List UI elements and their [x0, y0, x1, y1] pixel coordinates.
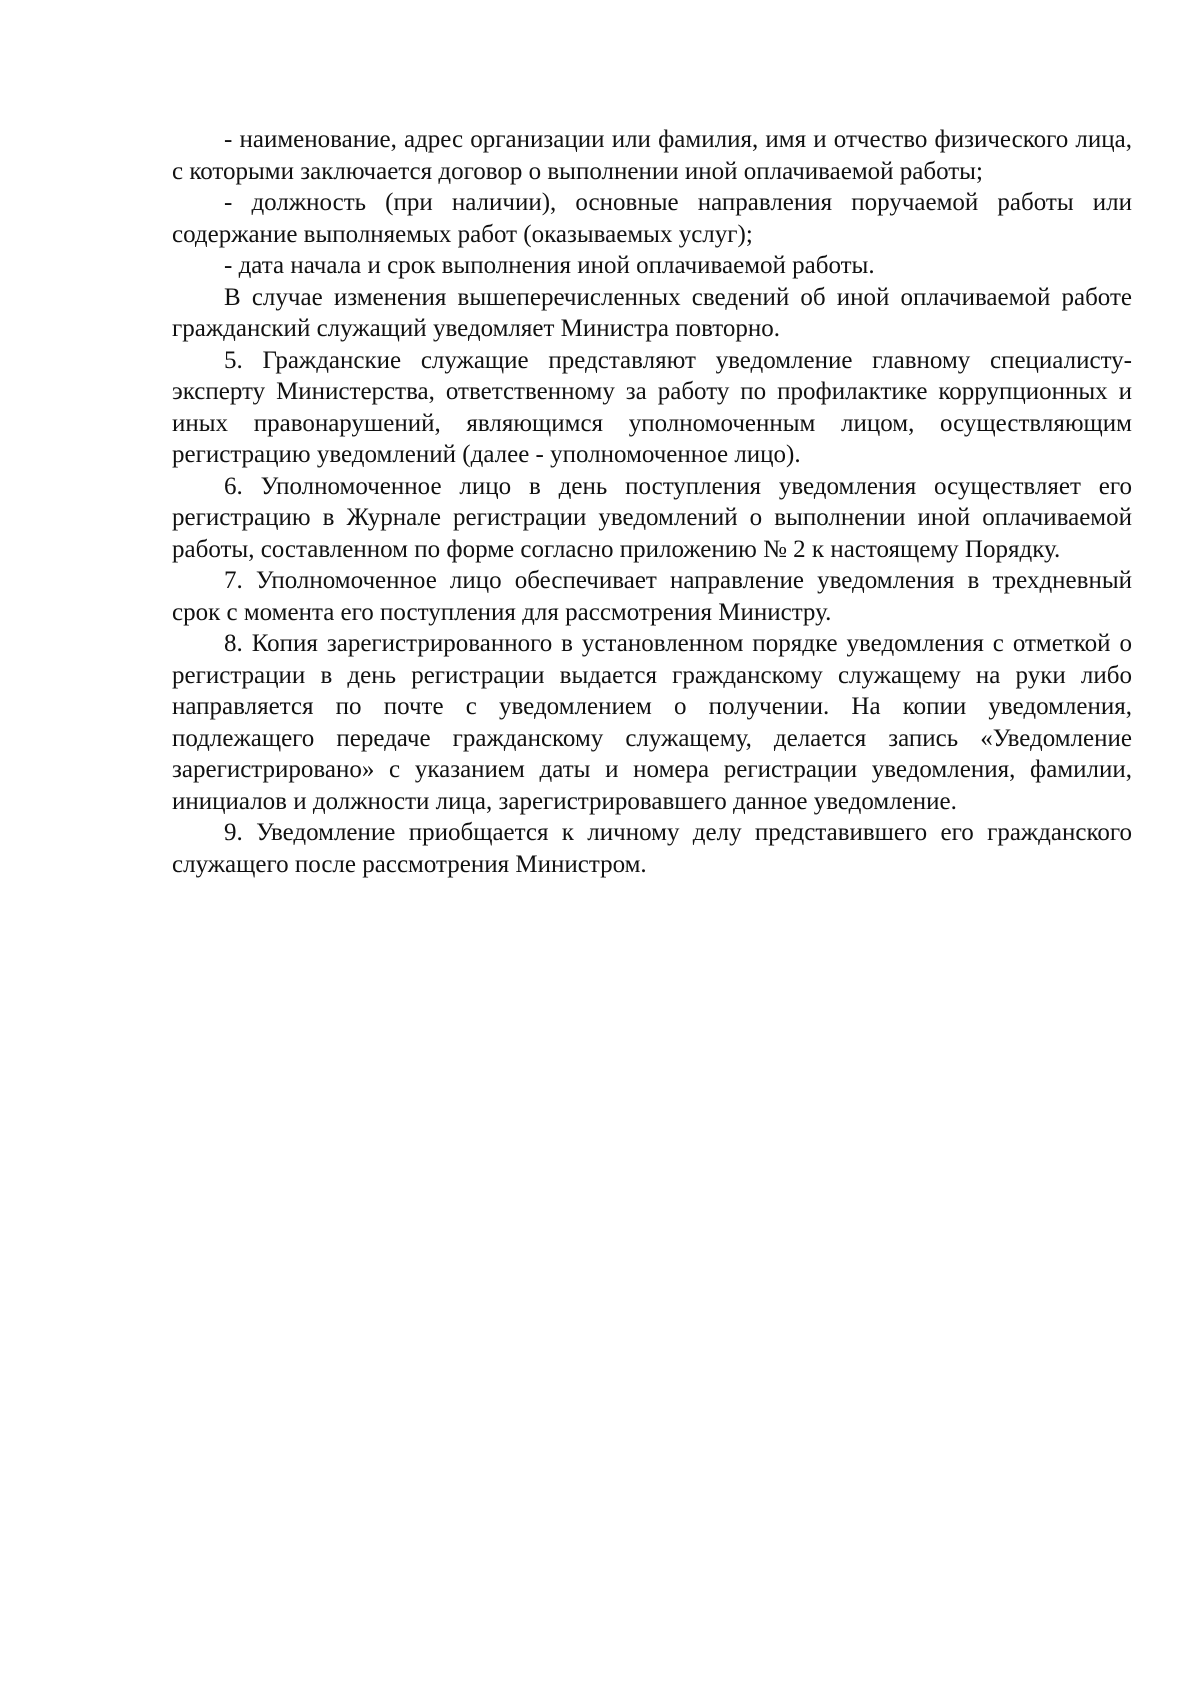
list-item-start-date: - дата начала и срок выполнения иной оплачиваемой работы. — [224, 252, 875, 279]
document-body — [172, 124, 1132, 880]
paragraph-changes: В случае изменения вышеперечисленных сведений об иной оплачиваемой работе гражданский служащий уведомляет Министра повторно. — [172, 283, 1132, 342]
paragraph-8: 8. Копия зарегистрированного в установленном порядке уведомления с отметкой о регистрации в день регистрации выдается гражданскому служащему на руки либо направляется по почте с уведомлением о получении. На копии уведомления, подлежащего передаче гражданскому служащему, делается запись «Уведомление зарегистрировано» с указанием даты и номера регистрации уведомления, фамилии, инициалов и должности лица, зарегистрировавшего данное уведомление. — [172, 630, 1132, 815]
paragraph-5: 5. Гражданские служащие представляют уведомление главному специалисту-эксперту Министерства, ответственному за работу по профилактике коррупционных и иных правонарушений, являющимся уполномоченным лицом, осуществляющим регистрацию уведомлений (далее - уполномоченное лицо). — [172, 346, 1132, 468]
paragraph-7: 7. Уполномоченное лицо обеспечивает направление уведомления в трехдневный срок с момента его поступления для рассмотрения Министру. — [172, 567, 1132, 626]
paragraph-6: 6. Уполномоченное лицо в день поступления уведомления осуществляет его регистрацию в Журнале регистрации уведомлений о выполнении иной оплачиваемой работы, составленном по форме согласно приложению № 2 к настоящему Порядку. — [172, 472, 1132, 563]
list-item-position: - должность (при наличии), основные направления поручаемой работы или содержание выполняемых работ (оказываемых услуг); — [172, 189, 1132, 248]
paragraph-9: 9. Уведомление приобщается к личному делу представившего его гражданского служащего после рассмотрения Министром. — [172, 819, 1132, 878]
list-item-organization: - наименование, адрес организации или фамилия, имя и отчество физического лица, с которыми заключается договор о выполнении иной оплачиваемой работы; — [172, 126, 1132, 185]
